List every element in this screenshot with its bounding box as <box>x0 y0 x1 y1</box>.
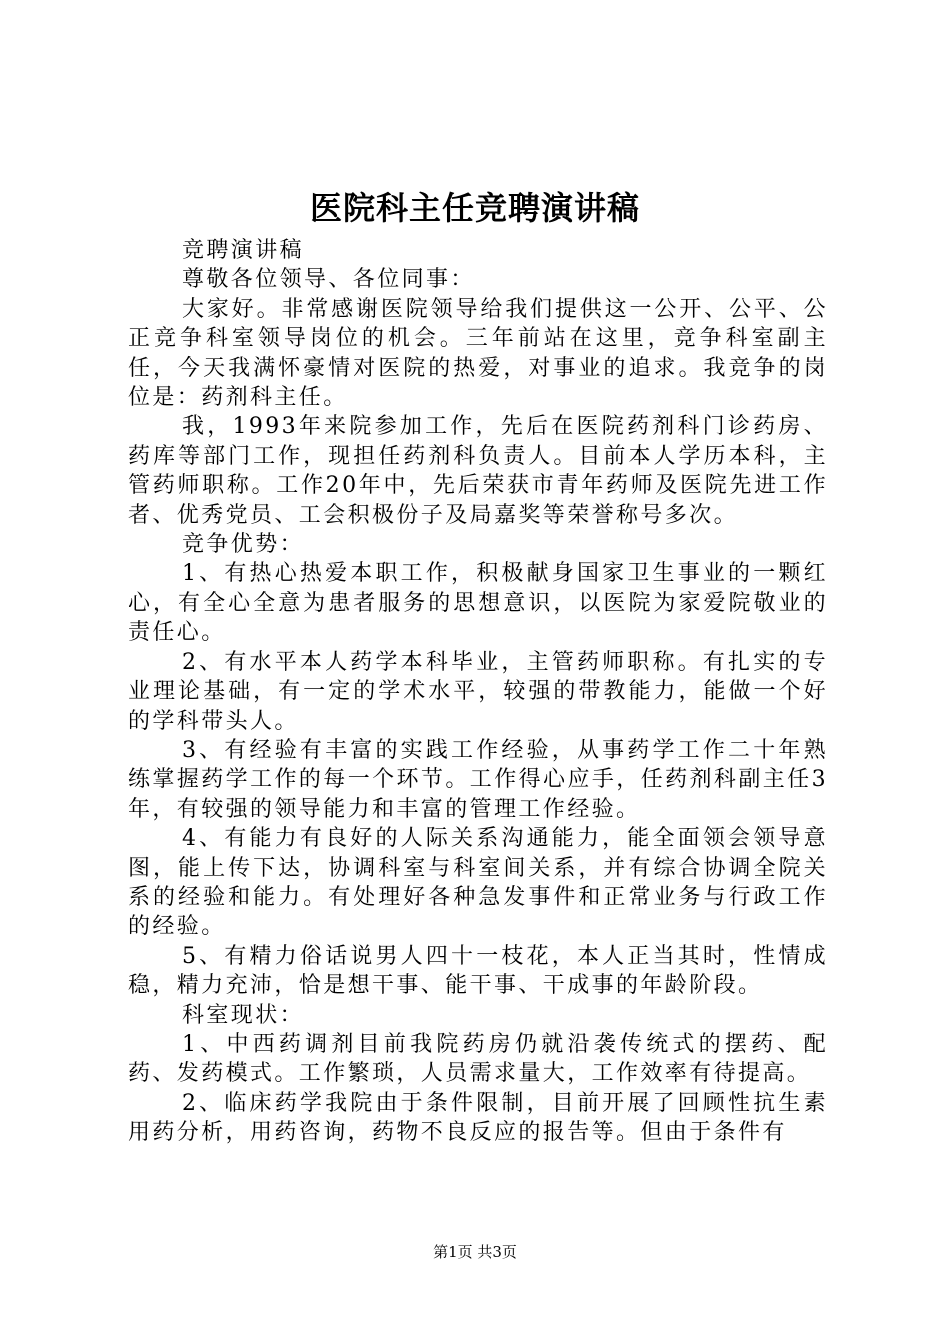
paragraph-heading: 竞聘演讲稿 <box>182 238 305 263</box>
page-footer: 第1页 共3页 <box>433 1243 517 1261</box>
section-heading-advantages: 竞争优势： <box>182 532 305 558</box>
paragraph-salutation: 尊敬各位领导、各位同事： <box>182 267 475 293</box>
section-heading-status: 科室现状： <box>182 1002 305 1028</box>
document-body <box>128 236 828 1148</box>
advantage-item-1: 1、有热心热爱本职工作，积极献身国家卫生事业的一颗红心，有全心全意为患者服务的思想意识，以医院为家爱院敬业的责任心。 <box>128 561 828 646</box>
advantage-item-5: 5、有精力俗话说男人四十一枝花，本人正当其时，性情成稳，精力充沛，恰是想干事、能干事、干成事的年龄阶段。 <box>128 943 828 999</box>
paragraph-background: 我，1993年来院参加工作，先后在医院药剂科门诊药房、药库等部门工作，现担任药剂科负责人。目前本人学历本科，主管药师职称。工作20年中，先后荣获市青年药师及医院先进工作者、优秀党员、工会积极份子及局嘉奖等荣誉称号多次。 <box>128 414 828 528</box>
document-title: 医院科主任竞聘演讲稿 <box>309 189 640 227</box>
status-item-2: 2、临床药学我院由于条件限制，目前开展了回顾性抗生素用药分析，用药咨询，药物不良反应的报告等。但由于条件有 <box>128 1090 828 1146</box>
status-item-1: 1、中西药调剂目前我院药房仍就沿袭传统式的摆药、配药、发药模式。工作繁琐，人员需求量大，工作效率有待提高。 <box>128 1031 828 1087</box>
advantage-item-4: 4、有能力有良好的人际关系沟通能力，能全面领会领导意图，能上传下达，协调科室与科室间关系，并有综合协调全院关系的经验和能力。有处理好各种急发事件和正常业务与行政工作的经验。 <box>128 826 828 940</box>
paragraph-intro: 大家好。非常感谢医院领导给我们提供这一公开、公平、公正竞争科室领导岗位的机会。三年前站在这里，竞争科室副主任，今天我满怀豪情对医院的热爱，对事业的追求。我竞争的岗位是：药剂科主任。 <box>128 296 828 411</box>
advantage-item-3: 3、有经验有丰富的实践工作经验，从事药学工作二十年熟练掌握药学工作的每一个环节。工作得心应手，任药剂科副主任3年，有较强的领导能力和丰富的管理工作经验。 <box>128 737 828 822</box>
advantage-item-2: 2、有水平本人药学本科毕业，主管药师职称。有扎实的专业理论基础，有一定的学术水平，较强的带教能力，能做一个好的学科带头人。 <box>128 649 828 734</box>
